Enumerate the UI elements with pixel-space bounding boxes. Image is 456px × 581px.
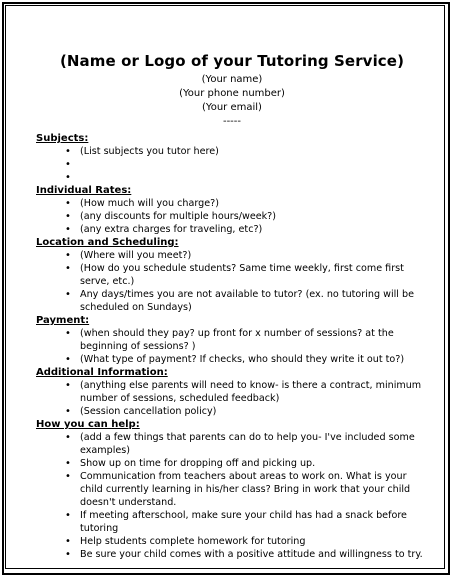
list-item <box>80 158 428 171</box>
contact-email: (Your email) <box>202 102 262 113</box>
contact-phone: (Your phone number) <box>179 88 285 99</box>
list-item <box>80 457 428 470</box>
list-item <box>80 249 428 262</box>
list-item-text <box>80 158 428 171</box>
section-list <box>36 431 428 561</box>
section-list <box>36 145 428 184</box>
list-item <box>80 353 428 366</box>
document-title: (Name or Logo of your Tutoring Service) <box>59 52 405 70</box>
section-title: Additional Information: <box>36 367 168 378</box>
list-item-text: • (any extra charges for traveling, etc?) <box>80 224 263 235</box>
section-list <box>36 197 428 236</box>
list-item-text: • (any discounts for multiple hours/week?) <box>80 211 277 222</box>
list-item-text: • Show up on time for dropping off and picking up. <box>80 458 316 469</box>
contact-block <box>36 73 428 129</box>
list-item-text: • Be sure your child comes with a positive attitude and willingness to try. <box>80 549 423 560</box>
list-item-text: • (List subjects you tutor here) <box>80 146 219 157</box>
list-item-text: • Communication from teachers about areas to work on. What is your child currently learning in his/her class? Bring in work that your child doesn't understand. <box>80 471 411 508</box>
list-item-text: • If meeting afterschool, make sure your child has had a snack before tutoring <box>80 510 407 534</box>
section-list <box>36 327 428 366</box>
section-title: Payment: <box>36 315 90 326</box>
list-item-text: • (Session cancellation policy) <box>80 406 217 417</box>
list-item <box>80 197 428 210</box>
section-list <box>36 249 428 314</box>
separator: ----- <box>222 116 242 127</box>
list-item <box>80 171 428 184</box>
list-item-text: • (What type of payment? If checks, who should they write it out to?) <box>80 354 405 365</box>
list-item-text: • (How much will you charge?) <box>80 198 219 209</box>
contact-name: (Your name) <box>201 74 263 85</box>
list-item <box>80 145 428 158</box>
document-page <box>10 10 442 570</box>
list-item <box>80 509 428 535</box>
list-item <box>80 470 428 509</box>
list-item <box>80 210 428 223</box>
list-item-text: • (anything else parents will need to know- is there a contract, minimum number of sessions, scheduled feedback) <box>80 380 422 404</box>
list-item-text: • (How do you schedule students? Same time weekly, first come first serve, etc.) <box>80 263 404 287</box>
list-item <box>80 405 428 418</box>
list-item <box>80 535 428 548</box>
list-item-text: • (add a few things that parents can do to help you- I've included some examples) <box>80 432 415 456</box>
section-title: How you can help: <box>36 419 140 430</box>
list-item-text: • (when should they pay? up front for x number of sessions? at the beginning of sessions? ) <box>80 328 394 352</box>
list-item <box>80 288 428 314</box>
list-item-text <box>80 171 428 184</box>
list-item <box>80 223 428 236</box>
list-item <box>80 379 428 405</box>
list-item-text: • (Where will you meet?) <box>80 250 192 261</box>
section-title: Location and Scheduling: <box>36 237 179 248</box>
list-item-text: • Any days/times you are not available to tutor? (ex. no tutoring will be scheduled on Sundays) <box>80 289 415 313</box>
section-list <box>36 379 428 418</box>
list-item <box>80 327 428 353</box>
list-item-text: • Help students complete homework for tutoring <box>80 536 306 547</box>
list-item <box>80 431 428 457</box>
sections <box>36 132 428 561</box>
list-item <box>80 262 428 288</box>
list-item <box>80 548 428 561</box>
section-title: Individual Rates: <box>36 185 132 196</box>
section-title: Subjects: <box>36 133 89 144</box>
